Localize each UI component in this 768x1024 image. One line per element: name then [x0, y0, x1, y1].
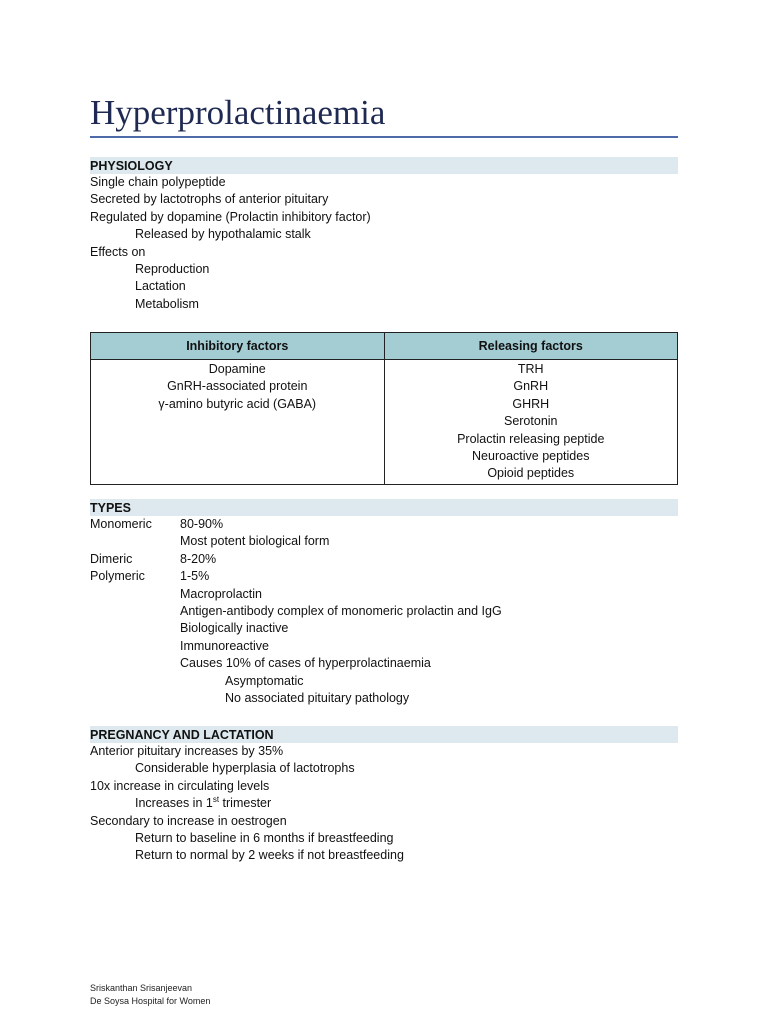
physiology-line: Single chain polypeptide [90, 175, 226, 189]
types-row [90, 516, 678, 533]
inhibitory-header: Inhibitory factors [91, 333, 385, 360]
type-note: Antigen-antibody complex of monomeric prolactin and IgG [180, 603, 502, 618]
type-note: Causes 10% of cases of hyperprolactinaemia [180, 656, 431, 671]
pregnancy-line [90, 795, 678, 812]
type-subnote: No associated pituitary pathology [225, 690, 410, 705]
physiology-line: Metabolism [135, 296, 199, 311]
type-subnote: Asymptomatic [225, 673, 304, 688]
physiology-heading: PHYSIOLOGY [90, 157, 678, 174]
releasing-cell [384, 360, 678, 485]
physiology-line: Lactation [135, 279, 186, 294]
type-label: Dimeric [90, 551, 133, 566]
physiology-line: Released by hypothalamic stalk [135, 227, 311, 242]
type-note: Immunoreactive [180, 638, 269, 653]
footer-hospital: De Soysa Hospital for Women [90, 996, 211, 1006]
type-label: Monomeric [90, 517, 152, 531]
title-divider [90, 136, 678, 138]
releasing-factor: TRH [517, 362, 544, 376]
physiology-section [90, 157, 678, 313]
pregnancy-line: Return to normal by 2 weeks if not breastfeeding [135, 848, 404, 863]
factors-table [90, 332, 678, 485]
physiology-line: Reproduction [135, 261, 210, 276]
ordinal-superscript: st [212, 795, 220, 805]
pregnancy-line: Considerable hyperplasia of lactotrophs [135, 761, 355, 776]
type-note: Most potent biological form [180, 534, 330, 549]
releasing-factor: Prolactin releasing peptide [457, 431, 605, 446]
physiology-line: Effects on [90, 244, 146, 259]
physiology-line: Regulated by dopamine (Prolactin inhibitory factor) [90, 209, 371, 224]
types-row [90, 551, 678, 568]
type-note: Biologically inactive [180, 621, 289, 636]
inhibitory-factor: Dopamine [208, 362, 266, 376]
releasing-factor: GHRH [512, 396, 550, 411]
pregnancy-section [90, 726, 678, 865]
releasing-header: Releasing factors [384, 333, 678, 360]
page-title: Hyperprolactinaemia [90, 93, 386, 132]
physiology-line: Secreted by lactotrophs of anterior pituitary [90, 192, 329, 207]
inhibitory-factor: γ-amino butyric acid (GABA) [158, 396, 317, 411]
inhibitory-factor: GnRH-associated protein [167, 379, 308, 394]
trimester-suffix: trimester [219, 796, 272, 811]
pregnancy-line: Anterior pituitary increases by 35% [90, 744, 284, 758]
type-value: 8-20% [180, 551, 217, 566]
type-value: 80-90% [180, 517, 224, 531]
footer-author: Sriskanthan Srisanjeevan [90, 983, 193, 993]
types-section [90, 499, 678, 707]
releasing-factor: GnRH [513, 379, 549, 394]
types-row [90, 568, 678, 585]
type-note: Macroprolactin [180, 586, 262, 601]
type-label: Polymeric [90, 569, 145, 584]
releasing-factor: Neuroactive peptides [472, 448, 590, 463]
pregnancy-heading: PREGNANCY AND LACTATION [90, 726, 678, 743]
trimester-prefix: Increases in 1 [135, 796, 213, 811]
pregnancy-line: Return to baseline in 6 months if breastfeeding [135, 830, 394, 845]
page-footer [90, 982, 210, 1008]
pregnancy-line: 10x increase in circulating levels [90, 778, 270, 793]
releasing-factor: Opioid peptides [487, 466, 575, 481]
inhibitory-cell [91, 360, 385, 485]
type-value: 1-5% [180, 569, 210, 584]
releasing-factor: Serotonin [503, 414, 558, 429]
types-heading: TYPES [90, 499, 678, 516]
pregnancy-line: Secondary to increase in oestrogen [90, 813, 287, 828]
